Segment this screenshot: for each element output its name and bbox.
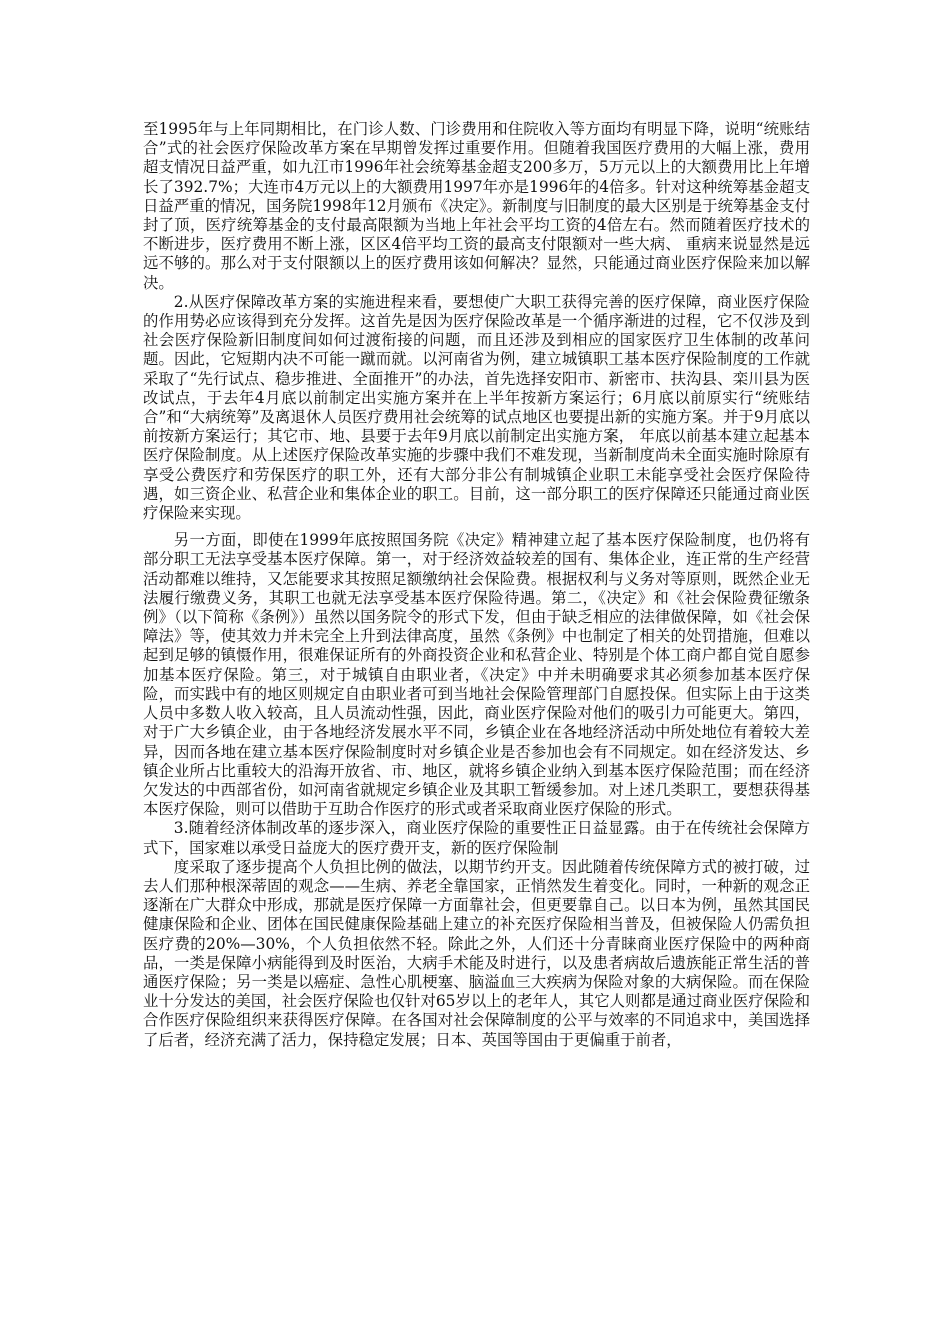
paragraph-4: 3.随着经济体制改革的逐步深入，商业医疗保险的重要性正日益显露。由于在传统社会保障方式下，国家难以承受日益庞大的医疗费开支，新的医疗保险制 [143, 819, 810, 857]
paragraph-5: 度采取了逐步提高个人负担比例的做法，以期节约开支。因此随着传统保障方式的被打破，过去人们那种根深蒂固的观念——生病、养老全靠国家，正悄然发生着变化。同时，一种新的观念正逐渐在广大群众中形成，那就是医疗保障一方面靠社会，但更要靠自己。以日本为例，虽然其国民健康保险和企业、团体在国民健康保险基础上建立的补充医疗保险相当普及，但被保险人仍需负担医疗费的20%—30%，个人负担依然不轻。除此之外，人们还十分青睐商业医疗保险中的两种商品，一类是保障小病能得到及时医治，大病手术能及时进行，以及患者病故后遗族能正常生活的普通医疗保险；另一类是以癌症、急性心肌梗塞、脑溢血三大疾病为保险对象的大病保险。而在保险业十分发达的美国，社会医疗保险也仅针对65岁以上的老年人，其它人则都是通过商业医疗保险和合作医疗保险组织来获得医疗保障。在各国对社会保障制度的公平与效率的不同追求中，美国选择了后者，经济充满了活力，保持稳定发展；日本、英国等国由于更偏重于前者， [143, 857, 810, 1049]
paragraph-1: 至1995年与上年同期相比，在门诊人数、门诊费用和住院收入等方面均有明显下降，说明“统账结合”式的社会医疗保险改革方案在早期曾发挥过重要作用。但随着我国医疗费用的大幅上涨，费用超支情况日益严重，如九江市1996年社会统筹基金超支200多万，5万元以上的大额费用比上年增长了392.7%；大连市4万元以上的大额费用1997年亦是1996年的4倍多。针对这种统筹基金超支日益严重的情况，国务院1998年12月颁布《决定》。新制度与旧制度的最大区别是于统筹基金支付封了顶，医疗统筹基金的支付最高限额为当地上年社会平均工资的4倍左右。然而随着医疗技术的不断进步，医疗费用不断上涨，区区4倍平均工资的最高支付限额对一些大病、 重病来说显然是远远不够的。那么对于支付限额以上的医疗费用该如何解决？显然，只能通过商业医疗保险来加以解决。 [143, 120, 810, 292]
paragraph-2: 2.从医疗保障改革方案的实施进程来看，要想使广大职工获得完善的医疗保障，商业医疗保险的作用势必应该得到充分发挥。这首先是因为医疗保险改革是一个循序渐进的过程，它不仅涉及到社会医疗保险新旧制度间如何过渡衔接的问题，而且还涉及到相应的国家医疗卫生体制的改革问题。因此，它短期内决不可能一蹴而就。以河南省为例，建立城镇职工基本医疗保险制度的工作就采取了“先行试点、稳步推进、全面推开”的办法，首先选择安阳市、新密市、扶沟县、栾川县为医改试点，于去年4月底以前制定出实施方案并在上半年按新方案运行；6月底以前原实行“统账结合”和“大病统筹”及离退休人员医疗费用社会统筹的试点地区也要提出新的实施方案。并于9月底以前按新方案运行；其它市、地、县要于去年9月底以前制定出实施方案， 年底以前基本建立起基本医疗保险制度。从上述医疗保险改革实施的步骤中我们不难发现，当新制度尚未全面实施时除原有享受公费医疗和劳保医疗的职工外，还有大部分非公有制城镇企业职工未能享受社会医疗保险待遇，如三资企业、私营企业和集体企业的职工。目前，这一部分职工的医疗保障还只能通过商业医疗保险来实现。 [143, 292, 810, 523]
document-body [143, 120, 810, 1050]
paragraph-3: 另一方面，即使在1999年底按照国务院《决定》精神建立起了基本医疗保险制度，也仍将有部分职工无法享受基本医疗保障。第一，对于经济效益较差的国有、集体企业，连正常的生产经营活动都难以维持，又怎能要求其按照足额缴纳社会保险费。根据权利与义务对等原则，既然企业无法履行缴费义务，其职工也就无法享受基本医疗保险待遇。第二，《决定》和《社会保险费征缴条例》（以下简称《条例》）虽然以国务院令的形式下发，但由于缺乏相应的法律做保障，如《社会保障法》等，使其效力并未完全上升到法律高度，虽然《条例》中也制定了相关的处罚措施，但难以起到足够的镇慑作用，很难保证所有的外商投资企业和私营企业、特别是个体工商户都自觉自愿参加基本医疗保险。第三，对于城镇自由职业者，《决定》中并未明确要求其必须参加基本医疗保险，而实践中有的地区则规定自由职业者可到当地社会保险管理部门自愿投保。但实际上由于这类人员中多数人收入较高，且人员流动性强，因此，商业医疗保险对他们的吸引力可能更大。第四，对于广大乡镇企业，由于各地经济发展水平不同，乡镇企业在各地经济活动中所处地位有着较大差异，因而各地在建立基本医疗保险制度时对乡镇企业是否参加也会有不同规定。如在经济发达、乡镇企业所占比重较大的沿海开放省、市、地区，就将乡镇企业纳入到基本医疗保险范围；而在经济欠发达的中西部省份，如河南省就规定乡镇企业及其职工暂缓参加。对上述几类职工，要想获得基本医疗保险，则可以借助于互助合作医疗的形式或者采取商业医疗保险的形式。 [143, 531, 810, 819]
